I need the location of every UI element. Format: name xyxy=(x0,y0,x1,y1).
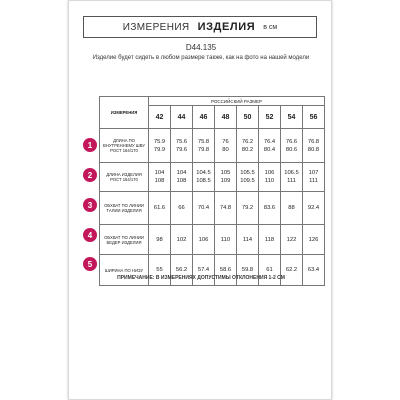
cell: 61.6 xyxy=(149,192,171,225)
cell: 106 110 xyxy=(259,163,281,192)
cell: 55 xyxy=(149,255,171,286)
row-label: ШИРИНА ПО НИЗУ xyxy=(100,255,149,286)
measurements-table xyxy=(99,96,325,286)
cell: 76 80 xyxy=(215,129,237,163)
cell: 104 108 xyxy=(149,163,171,192)
size-56: 56 xyxy=(303,106,325,129)
row-label: ДЛИНА ИЗДЕЛИЯ РОСТ 164/170 xyxy=(100,163,149,192)
cell: 98 xyxy=(149,225,171,255)
size-52: 52 xyxy=(259,106,281,129)
row-number-badge: 1 xyxy=(83,138,97,152)
size-header: РОССИЙСКИЙ РАЗМЕР xyxy=(149,97,325,106)
row-label: ОБХВАТ ПО ЛИНИИ БЕДЕР ИЗДЕЛИЯ xyxy=(100,225,149,255)
row-number-badge: 2 xyxy=(83,168,97,182)
cell: 61 xyxy=(259,255,281,286)
cell: 118 xyxy=(259,225,281,255)
tolerance-note: ПРИМЕЧАНИЕ: В ИЗМЕРЕНИЯХ ДОПУСТИМЫ ОТКЛОНЕНИЯ 1-2 СМ xyxy=(117,275,285,281)
header-word2: ИЗДЕЛИЯ xyxy=(197,21,256,33)
header-box xyxy=(83,16,317,38)
cell: 76.6 80.6 xyxy=(281,129,303,163)
table-row xyxy=(100,163,325,192)
size-54: 54 xyxy=(281,106,303,129)
cell: 59.8 xyxy=(237,255,259,286)
cell: 75.8 79.8 xyxy=(193,129,215,163)
cell: 75.9 79.9 xyxy=(149,129,171,163)
header-word1: ИЗМЕРЕНИЯ xyxy=(122,21,190,33)
cell: 58.6 xyxy=(215,255,237,286)
cell: 110 xyxy=(215,225,237,255)
cell: 104.5 108.5 xyxy=(193,163,215,192)
cell: 79.2 xyxy=(237,192,259,225)
cell: 76.8 80.8 xyxy=(303,129,325,163)
table-row xyxy=(100,225,325,255)
cell: 122 xyxy=(281,225,303,255)
row-number-badge: 4 xyxy=(83,228,97,242)
header-unit: в см xyxy=(263,23,278,31)
size-chart-sheet xyxy=(68,0,332,400)
cell: 105 109 xyxy=(215,163,237,192)
cell: 56.2 xyxy=(171,255,193,286)
row-number-badge: 5 xyxy=(83,257,97,271)
fit-subtitle: Изделие будет сидеть в любом размере также, как на фото на нашей модели xyxy=(92,55,310,61)
table-row xyxy=(100,192,325,225)
cell: 70.4 xyxy=(193,192,215,225)
cell: 104 108 xyxy=(171,163,193,192)
cell: 74.8 xyxy=(215,192,237,225)
cell: 62.2 xyxy=(281,255,303,286)
row-label: ДЛИНА ПО ВНУТРЕННЕМУ ШВУ РОСТ 164/170 xyxy=(100,129,149,163)
cell: 102 xyxy=(171,225,193,255)
cell: 76.2 80.2 xyxy=(237,129,259,163)
row-number-badge: 3 xyxy=(83,198,97,212)
cell: 106 xyxy=(193,225,215,255)
row-label: ОБХВАТ ПО ЛИНИИ ТАЛИИ ИЗДЕЛИЯ xyxy=(100,192,149,225)
size-48: 48 xyxy=(215,106,237,129)
size-50: 50 xyxy=(237,106,259,129)
cell: 92.4 xyxy=(303,192,325,225)
size-42: 42 xyxy=(149,106,171,129)
row-header: ИЗМЕРЕНИЯ xyxy=(100,97,149,129)
table-row xyxy=(100,129,325,163)
cell: 57.4 xyxy=(193,255,215,286)
cell: 76.4 80.4 xyxy=(259,129,281,163)
size-44: 44 xyxy=(171,106,193,129)
cell: 106.5 111 xyxy=(281,163,303,192)
cell: 83.6 xyxy=(259,192,281,225)
cell: 114 xyxy=(237,225,259,255)
cell: 107 111 xyxy=(303,163,325,192)
product-code: D44.135 xyxy=(185,43,217,52)
cell: 126 xyxy=(303,225,325,255)
cell: 63.4 xyxy=(303,255,325,286)
cell: 105.5 109.5 xyxy=(237,163,259,192)
size-46: 46 xyxy=(193,106,215,129)
cell: 66 xyxy=(171,192,193,225)
cell: 75.6 79.6 xyxy=(171,129,193,163)
cell: 88 xyxy=(281,192,303,225)
